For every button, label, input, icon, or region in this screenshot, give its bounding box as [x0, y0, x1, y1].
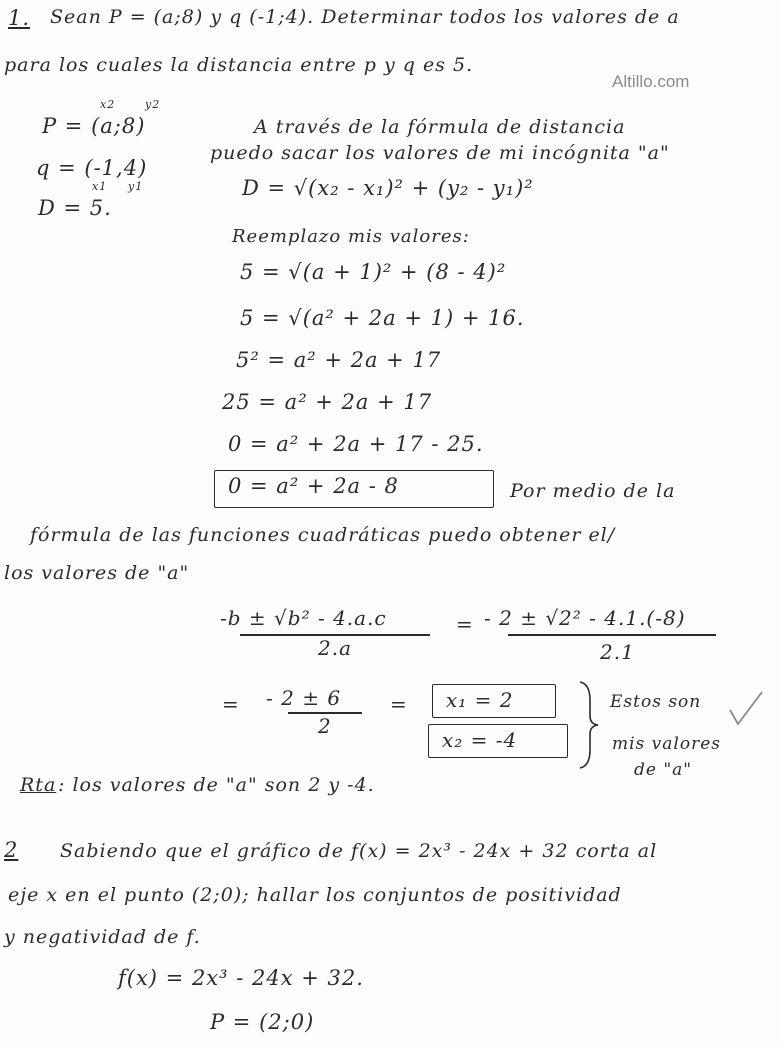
quadratic-right-fraction-bar	[508, 634, 716, 636]
q-y-label: y1	[128, 180, 144, 193]
quadratic-left-denominator: 2.a	[318, 636, 353, 660]
boxed-equation: 0 = a² + 2a - 8	[228, 474, 399, 498]
solution-x1: x₁ = 2	[446, 688, 514, 712]
quadratic-equals: =	[456, 612, 474, 636]
answer-text: : los valores de "a" son 2 y -4.	[58, 774, 375, 796]
problem-2-line-1: Sabiendo que el gráfico de f(x) = 2x³ - 24x + 32 corta al	[60, 840, 658, 862]
step-3: 5² = a² + 2a + 17	[236, 348, 442, 372]
result-numerator: - 2 ± 6	[266, 686, 342, 710]
result-equals-left: =	[222, 692, 240, 716]
explain-line-2: puedo sacar los valores de mi incógnita "a"	[210, 142, 670, 164]
given-d: D = 5.	[38, 196, 112, 220]
after-box-text: Por medio de la	[510, 480, 676, 502]
watermark: Altillo.com	[612, 72, 690, 91]
problem-2-line-3: y negatividad de f.	[4, 926, 201, 948]
solution-x2: x₂ = -4	[442, 728, 518, 752]
replace-label: Reemplazo mis valores:	[232, 226, 470, 247]
given-p: P = (a;8)	[42, 114, 146, 138]
distance-formula: D = √(x₂ - x₁)² + (y₂ - y₁)²	[242, 176, 534, 200]
quadratic-explain-2: los valores de "a"	[4, 562, 190, 584]
explain-line-1: A través de la fórmula de distancia	[254, 116, 626, 138]
p-y-label: y2	[145, 98, 161, 111]
quadratic-right-numerator: - 2 ± √2² - 4.1.(-8)	[484, 606, 686, 630]
result-denominator: 2	[318, 714, 332, 738]
step-2: 5 = √(a² + 2a + 1) + 16.	[240, 306, 525, 330]
problem-2-point: P = (2;0)	[210, 1010, 315, 1034]
p-x-label: x2	[100, 98, 116, 111]
problem-1-number: 1.	[8, 6, 31, 30]
problem-1-line-2: para los cuales la distancia entre p y q es 5.	[4, 54, 474, 76]
note-line-3: de "a"	[634, 760, 693, 780]
result-equals-right: =	[390, 692, 408, 716]
answer-label: Rta	[20, 774, 57, 796]
step-4: 25 = a² + 2a + 17	[222, 390, 433, 414]
quadratic-explain-1: fórmula de las funciones cuadráticas puedo obtener el/	[30, 524, 616, 546]
note-line-1: Estos son	[610, 692, 702, 712]
step-1: 5 = √(a + 1)² + (8 - 4)²	[240, 260, 507, 284]
problem-1-line-1: Sean P = (a;8) y q (-1;4). Determinar todos los valores de a	[50, 6, 680, 28]
note-line-2: mis valores	[612, 734, 722, 754]
quadratic-right-denominator: 2.1	[600, 640, 635, 664]
quadratic-left-numerator: -b ± √b² - 4.a.c	[220, 606, 387, 630]
given-q: q = (-1,4)	[36, 156, 148, 180]
problem-2-line-2: eje x en el punto (2;0); hallar los conjuntos de positividad	[8, 884, 622, 906]
q-x-label: x1	[92, 180, 108, 193]
problem-2-number: 2	[4, 838, 19, 862]
problem-2-function: f(x) = 2x³ - 24x + 32.	[118, 966, 364, 990]
right-brace-icon	[576, 680, 606, 770]
step-5: 0 = a² + 2a + 17 - 25.	[228, 432, 484, 456]
checkmark-icon	[726, 690, 766, 730]
